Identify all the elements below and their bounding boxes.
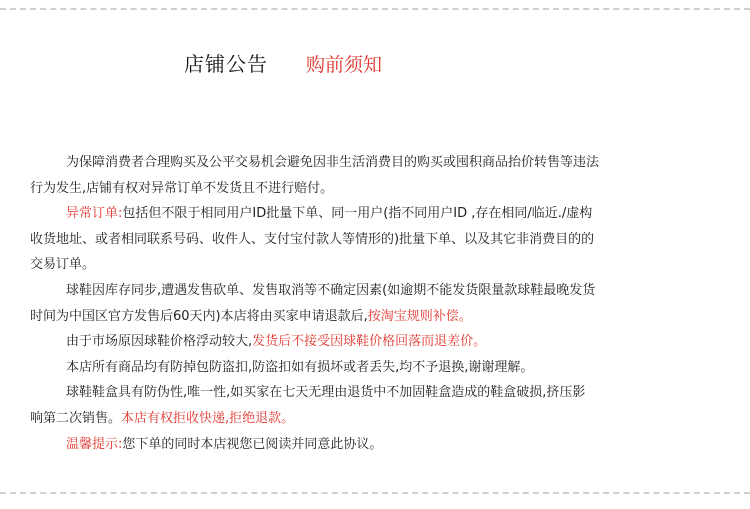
notice-paragraph-5: 本店所有商品均有防掉包防盗扣,防盗扣如有损坏或者丢失,均不予退换,谢谢理解。 — [66, 359, 534, 375]
notice-paragraph-1-line-2: 行为发生,店铺有权对异常订单不发货且不进行赔付。 — [30, 180, 334, 196]
top-dashed-divider — [0, 8, 750, 10]
notice-paragraph-3-line-1: 球鞋因库存同步,遭遇发售砍单、发售取消等不确定因素(如逾期不能发货限量款球鞋最晚发货 — [66, 282, 596, 298]
notice-paragraph-2-line-3: 交易订单。 — [30, 257, 96, 273]
bottom-dashed-divider — [0, 492, 750, 494]
notice-paragraph-4 — [30, 329, 730, 355]
notice-paragraph-3-line-2 — [30, 304, 730, 330]
abnormal-order-text: 包括但不限于相同用户ID批量下单、同一用户(指不同用户ID ,存在相同/临近./虚构 — [122, 206, 593, 222]
notice-body — [30, 150, 730, 457]
resale-text: 响第二次销售。 — [30, 410, 122, 426]
page-subtitle: 购前须知 — [306, 54, 383, 76]
notice-paragraph-2-line-2: 收货地址、或者相同联系号码、收件人、支付宝付款人等情形的)批量下单、以及其它非消费目的的 — [30, 231, 595, 247]
no-price-difference-note: 发货后不接受因球鞋价格回落而退差价。 — [252, 334, 487, 350]
notice-paragraph-2-line-1 — [30, 201, 730, 227]
notice-paragraph-6-line-1: 球鞋鞋盒具有防伪性,唯一性,如买家在七天无理由退货中不加固鞋盒造成的鞋盒破损,挤压影 — [66, 385, 586, 401]
notice-paragraph-6-line-2 — [30, 406, 730, 432]
price-fluctuation-text: 由于市场原因球鞋价格浮动较大, — [66, 334, 253, 350]
warm-tip-label: 温馨提示: — [66, 436, 123, 452]
page-title: 店铺公告 — [184, 52, 268, 76]
warm-tip-text: 您下单的同时本店视您已阅读并同意此协议。 — [122, 436, 383, 452]
refund-text: 时间为中国区官方发售后60天内)本店将由买家申请退款后, — [30, 308, 368, 324]
notice-paragraph-1-line-1: 为保障消费者合理购买及公平交易机会避免因非生活消费目的购买或囤积商品抬价转售等违法 — [66, 155, 600, 170]
abnormal-order-label: 异常订单: — [66, 206, 123, 222]
refund-compensation-note: 按淘宝规则补偿。 — [367, 308, 472, 324]
notice-paragraph-7 — [30, 432, 730, 458]
refuse-delivery-note: 本店有权拒收快递,拒绝退款。 — [121, 410, 295, 426]
notice-header — [176, 50, 576, 90]
